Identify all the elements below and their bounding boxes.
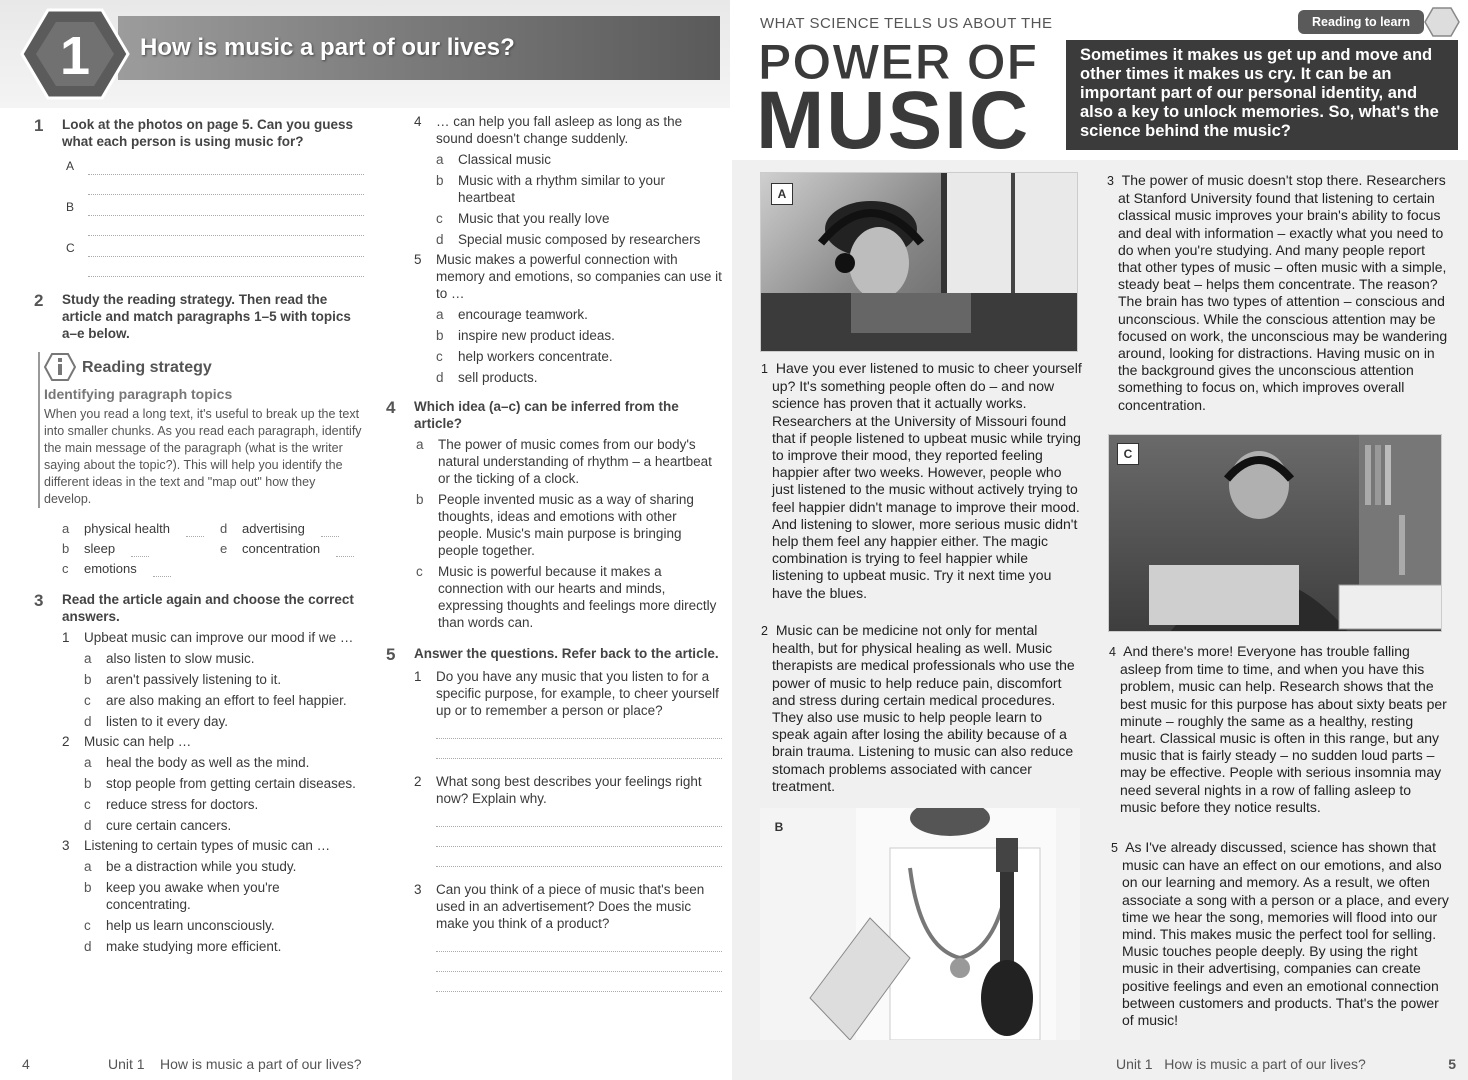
exercise-number: 5 [386, 645, 396, 664]
left-column-b [386, 110, 722, 992]
exercise-number: 3 [34, 591, 44, 610]
exercise-4 [386, 398, 722, 432]
option[interactable]: c Music that you really love [436, 211, 610, 226]
strategy-body: When you read a long text, it's useful to break up the text into smaller chunks. As you read each paragraph, identify the main message of the paragraph (what is the writer saying about the topic?). This will help you identify the different ideas in the text and "map out" how they develop. [44, 407, 362, 506]
photo-label: C [1117, 443, 1139, 465]
option[interactable]: b Music with a rhythm similar to your heartbeat [436, 173, 666, 205]
option[interactable]: d sell products. [436, 370, 538, 385]
option[interactable]: c reduce stress for doctors. [84, 797, 259, 812]
question-2: 2 Music can help … [62, 734, 192, 749]
answer-line[interactable] [436, 807, 722, 827]
option[interactable]: c are also making an effort to feel happier. [84, 693, 347, 708]
exercise-number: 2 [34, 291, 44, 310]
answer-line-b[interactable]: B [66, 195, 364, 216]
option[interactable]: a encourage teamwork. [436, 307, 588, 322]
photo-label: A [771, 183, 793, 205]
answer-line[interactable] [436, 739, 722, 759]
topic-item[interactable]: d advertising [220, 520, 370, 537]
topic-list [62, 520, 364, 577]
article-title-line-1: POWER OF [758, 34, 1039, 90]
exercise-number: 1 [34, 116, 44, 135]
open-question-3: 3 Can you think of a piece of music that's been used in an advertisement? Does the music make you think of a product? [414, 882, 705, 931]
article-lede: Sometimes it makes us get up and move and other times it makes us cry. It can be an important part of our personal identity, and also a key to unlock memories. So, what's the science behind the music? [1066, 40, 1458, 150]
strategy-subtitle: Identifying paragraph topics [44, 386, 233, 402]
exercise-5 [386, 645, 722, 664]
exercise-instruction: Which idea (a–c) can be inferred from the article? [414, 399, 679, 431]
strategy-title: Reading strategy [82, 358, 212, 376]
option[interactable]: d Special music composed by researchers [436, 232, 701, 247]
option[interactable]: b keep you awake when you're concentrating. [84, 880, 280, 912]
answer-line[interactable] [88, 175, 364, 195]
exercise-instruction: Read the article again and choose the correct answers. [62, 592, 354, 624]
exercise-instruction: Answer the questions. Refer back to the article. [414, 646, 719, 661]
right-page [732, 0, 1468, 1080]
question-1: 1 Upbeat music can improve our mood if we … [62, 630, 354, 645]
article-title-line-2: MUSIC [756, 75, 1031, 166]
question-3: 3 Listening to certain types of music can … [62, 838, 331, 853]
paragraph-4: 4 And there's more! Everyone has trouble falling asleep from time to time, and when you have this problem, music can help. Research shows that the best music for this purpose has about sixty beats per minute – roughly the same as a healthy, resting heart. Classical music is often in this range, but any music that is fairly steady – no sudden loud parts – may be effective. People with serious insomnia may need several nights in a row of falling asleep to music before they notice results. [1109, 643, 1447, 815]
option[interactable]: c Music is powerful because it makes a connection with our hearts and minds, expressing thoughts and feelings more directly than words can. [416, 564, 717, 630]
reading-strategy-box [38, 352, 364, 508]
topic-item[interactable]: b sleep [62, 540, 220, 557]
exercise-2 [34, 291, 364, 342]
photo-label: B [774, 820, 784, 834]
answer-line[interactable] [436, 972, 722, 992]
option[interactable]: a Classical music [436, 152, 552, 167]
topic-item[interactable]: c emotions [62, 560, 220, 577]
option[interactable]: b stop people from getting certain diseases. [84, 776, 356, 791]
option[interactable]: a also listen to slow music. [84, 651, 255, 666]
option[interactable]: d listen to it every day. [84, 714, 229, 729]
exercise-1 [34, 116, 364, 150]
option[interactable]: a be a distraction while you study. [84, 859, 297, 874]
option[interactable]: d cure certain cancers. [84, 818, 232, 833]
option[interactable]: b People invented music as a way of sharing thoughts, ideas and emotions with other people. Music's main purpose is bringing people together. [416, 492, 694, 558]
girl-with-headphones-image [761, 173, 1078, 352]
hexagon-icon [1424, 6, 1460, 38]
answer-line[interactable] [436, 932, 722, 952]
exercise-instruction: Study the reading strategy. Then read the article and match paragraphs 1–5 with topics a–e below. [62, 292, 351, 341]
left-page [0, 0, 730, 1080]
answer-line[interactable] [88, 216, 364, 236]
question-4: 4 … can help you fall asleep as long as the sound doesn't change suddenly. [414, 114, 683, 146]
article-kicker: WHAT SCIENCE TELLS US ABOUT THE [760, 15, 1053, 32]
exercise-3 [34, 591, 364, 625]
strategy-hexagon-icon [44, 352, 76, 382]
footer-unit: Unit 1 [108, 1056, 145, 1072]
unit-title: How is music a part of our lives? [140, 34, 515, 61]
option[interactable]: d make studying more efficient. [84, 939, 282, 954]
option[interactable]: b aren't passively listening to it. [84, 672, 282, 687]
page-number-right: 5 [1448, 1056, 1456, 1072]
photo-c [1108, 434, 1442, 632]
option[interactable]: a The power of music comes from our body's natural understanding of rhythm – a heartbeat or the ticking of a clock. [416, 437, 712, 486]
page-number-left: 4 [22, 1056, 30, 1072]
open-question-1: 1 Do you have any music that you listen to for a specific purpose, for example, to cheer yourself up or to remember a person or place? [414, 669, 719, 718]
option[interactable]: c help workers concentrate. [436, 349, 613, 364]
answer-line[interactable] [88, 257, 364, 277]
option[interactable]: b inspire new product ideas. [436, 328, 615, 343]
doctor-with-ukulele-image [760, 808, 1080, 1040]
left-column-a [34, 116, 364, 955]
exercise-number: 4 [386, 398, 396, 417]
answer-line[interactable] [436, 719, 722, 739]
topic-item[interactable]: e concentration [220, 540, 370, 557]
option[interactable]: c help us learn unconsciously. [84, 918, 275, 933]
unit-hexagon-badge [20, 8, 130, 100]
photo-a [760, 172, 1078, 352]
answer-line-a[interactable]: A [66, 154, 364, 175]
topic-item[interactable]: a physical health [62, 520, 220, 537]
question-5: 5 Music makes a powerful connection with memory and emotions, so companies can use it to … [414, 252, 722, 301]
footer-title: How is music a part of our lives? [160, 1056, 362, 1072]
open-question-2: 2 What song best describes your feelings right now? Explain why. [414, 774, 702, 806]
photo-b [760, 808, 1080, 1040]
answer-line[interactable] [436, 952, 722, 972]
paragraph-5: 5 As I've already discussed, science has shown that music can have an effect on our emotions, and also on our learning and memory. As a result, we often associate a song with a person or a place, and every time we hear the song, memories will flood into our mind. This makes music the perfect tool for selling. Music touches people deeply. By using the right music in their advertising, companies can create positive feelings and even an emotional connection between customers and products. That's the power of music! [1111, 839, 1449, 1029]
man-studying-with-headphones-image [1109, 435, 1442, 632]
unit-number: 1 [59, 26, 91, 86]
answer-line-c[interactable]: C [66, 236, 364, 257]
footer-unit-title: Unit 1 How is music a part of our lives? [1116, 1056, 1366, 1072]
answer-line[interactable] [436, 847, 722, 867]
answer-line[interactable] [436, 827, 722, 847]
paragraph-3: 3 The power of music doesn't stop there. Researchers at Stanford University found that listening to certain classical music improves your brain's ability to focus and deal with information – exactly what you need to do when you're studying. And many people report that other types of music – often music with a simple, steady beat – helps them concentrate. The reason? The brain has two types of attention – conscious and unconscious. While the conscious attention may be focused on work, the unconscious may be wandering around, looking for distractions. Having music on in the background gives the unconscious attention something to focus on, which improves overall concentration. [1107, 172, 1448, 413]
option[interactable]: a heal the body as well as the mind. [84, 755, 310, 770]
section-tab: Reading to learn [1298, 10, 1424, 34]
paragraph-2: 2 Music can be medicine not only for mental health, but for physical healing as well. Music therapists are medical professionals who use the power of music to help reduce pain, discomfort and stress during certain medical procedures. They also use music to help people learn to speak again after losing the ability because of a brain trauma. Listening to music can also reduce stomach problems associated with cancer treatment. [761, 622, 1075, 794]
exercise-instruction: Look at the photos on page 5. Can you guess what each person is using music for? [62, 117, 354, 149]
paragraph-1: 1 Have you ever listened to music to cheer yourself up? It's something people often do – and now science has proven that it actually works. Researchers at the University of Missouri found that if people listened to upbeat music while trying to improve their mood, they reported feeling happier after two weeks. However, people who just listened to the music without actively trying to feel happier didn't manage to improve their mood. And listening to slower, more serious music didn't help them feel any happier either. The magic combination is trying to feel happier while listening to upbeat music. Try it next time you have the blues. [761, 360, 1082, 601]
